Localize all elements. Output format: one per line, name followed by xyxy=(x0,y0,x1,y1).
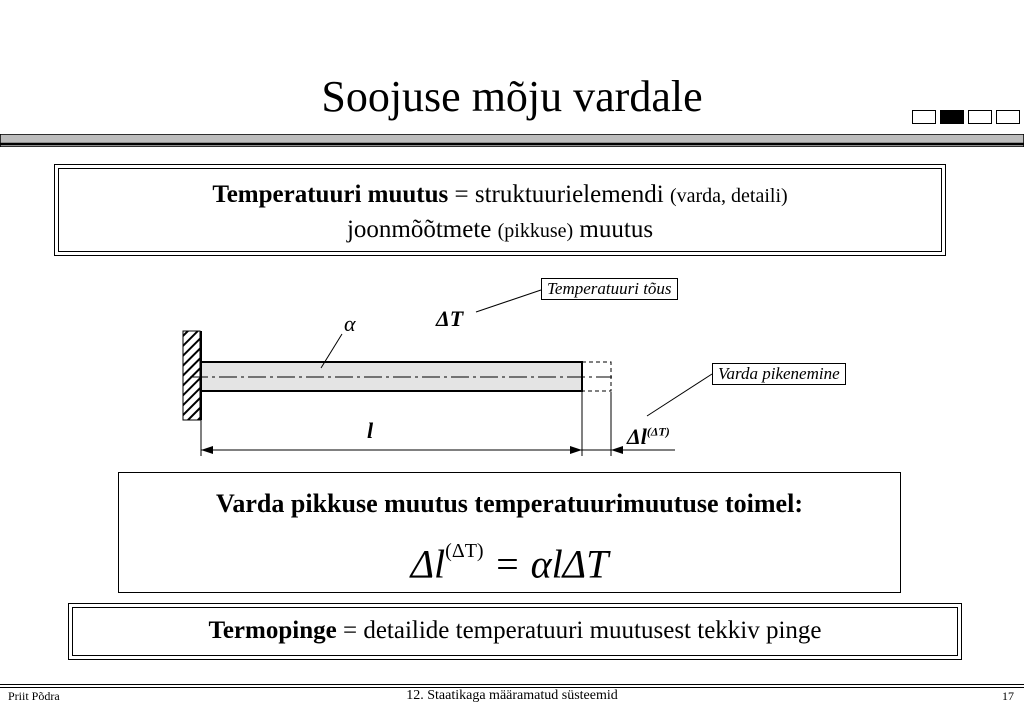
equals-sign-2: = xyxy=(336,617,364,644)
fixed-wall-support xyxy=(183,331,200,420)
nav-square-4[interactable] xyxy=(996,110,1020,124)
formula-lhs-superscript: (ΔT) xyxy=(445,540,484,562)
length-label: l xyxy=(367,418,374,443)
footer-rule xyxy=(0,684,1024,685)
rod-thermal-diagram xyxy=(0,270,1024,470)
definition-note-1: (varda, detaili) xyxy=(669,185,788,207)
definition-text-2: joonmõõtmete xyxy=(346,216,498,243)
footer-course: 12. Staatikaga määramatud süsteemid xyxy=(406,688,618,703)
formula-lhs: Δl xyxy=(410,541,446,587)
elongation-symbol: Δl xyxy=(627,424,647,449)
formula-box xyxy=(118,472,901,593)
definition-text-thermal-stress: detailide temperatuuri muutusest tekkiv pinge xyxy=(363,617,822,644)
definition-box-thermal-stress xyxy=(68,603,962,660)
thermal-elongation-formula xyxy=(119,535,900,586)
nav-square-1[interactable] xyxy=(912,110,936,124)
footer-author: Priit Põdra xyxy=(8,689,60,703)
equals-sign: = xyxy=(448,181,475,208)
alpha-label: α xyxy=(344,311,356,336)
elongation-label xyxy=(627,424,670,450)
nav-square-3[interactable] xyxy=(968,110,992,124)
footer-page-number: 17 xyxy=(1002,689,1014,703)
definition-note-2: (pikkuse) xyxy=(497,220,574,242)
header-rule xyxy=(0,134,1024,147)
delta-t-label: ΔT xyxy=(436,306,464,331)
definition-term: Temperatuuri muutus xyxy=(212,181,449,208)
definition-text-3: muutus xyxy=(573,216,654,243)
callout-temperature-rise: Temperatuuri tõus xyxy=(541,278,678,300)
callout-rod-elongation: Varda pikenemine xyxy=(712,363,846,385)
formula-rhs: = αlΔT xyxy=(483,541,609,587)
definition-box-temperature-change xyxy=(54,164,946,256)
page-title: Soojuse mõju vardale xyxy=(321,72,703,121)
formula-heading: Varda pikkuse muutus temperatuurimuutuse toimel: xyxy=(216,489,803,518)
definition-text-1: struktuurielemendi xyxy=(474,181,670,208)
elongation-superscript: (ΔT) xyxy=(646,424,670,439)
definition-term-2: Termopinge xyxy=(208,617,337,644)
nav-square-2-active[interactable] xyxy=(940,110,964,124)
